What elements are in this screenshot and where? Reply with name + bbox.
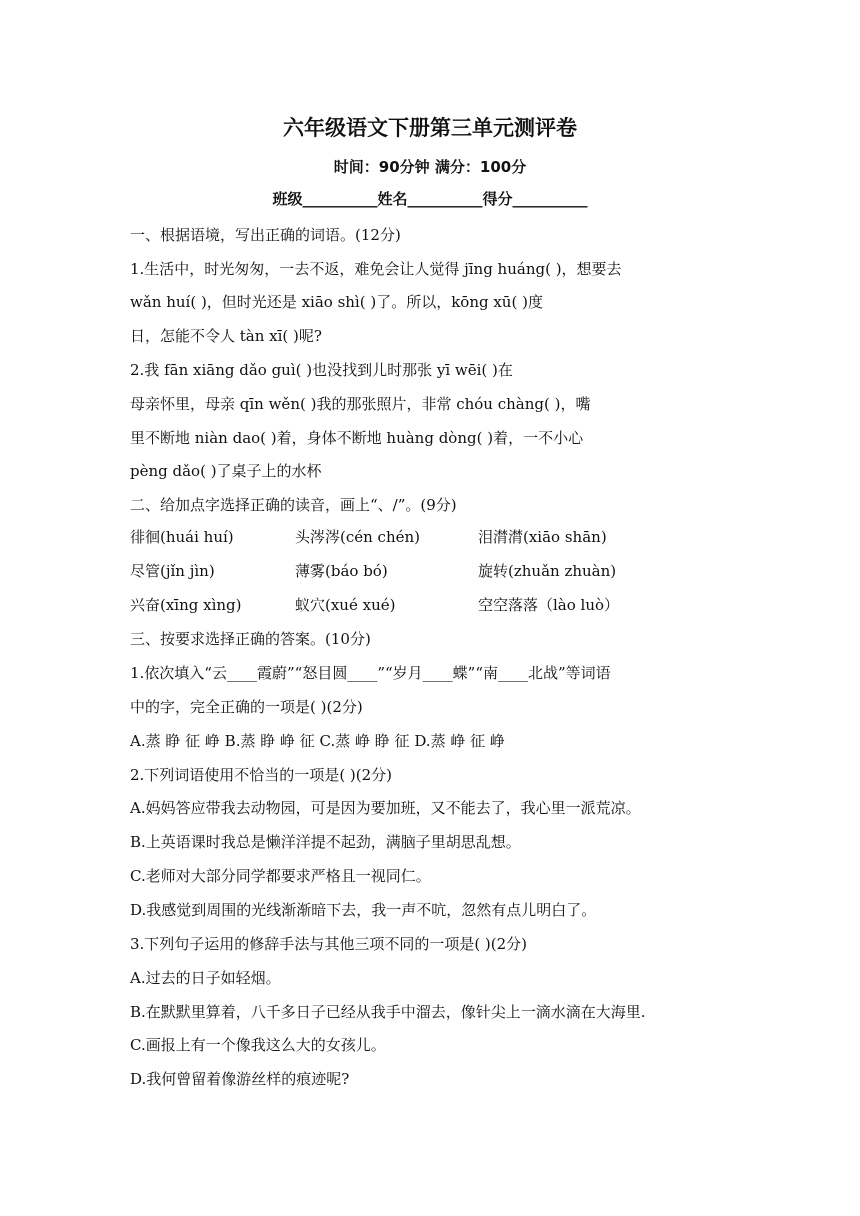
pinyin-choice: 薄雾(báo bó) xyxy=(295,562,388,580)
page-title: 六年级语文下册第三单元测评卷 xyxy=(283,116,577,140)
section1-line: wǎn huí( )，但时光还是 xiāo shì( )了。所以，kōng xū( )度 xyxy=(130,293,543,311)
section3-line: D.我感觉到周围的光线渐渐暗下去，我一声不吭，忽然有点儿明白了。 xyxy=(130,901,597,919)
section3-line: C.老师对大部分同学都要求严格且一视同仁。 xyxy=(130,867,431,885)
section3-line: A.蒸 睁 征 峥 B.蒸 睁 峥 征 C.蒸 峥 睁 征 D.蒸 峥 征 峥 xyxy=(130,732,505,750)
section3-line: 3.下列句子运用的修辞手法与其他三项不同的一项是( )(2分) xyxy=(130,935,528,953)
section3-line: 1.依次填入“云____霞蔚”“怒目圆____”“岁月____蝶”“南____北战”等词语 xyxy=(130,664,611,682)
pinyin-choice: 旋转(zhuǎn zhuàn) xyxy=(478,562,617,580)
section3-line: C.画报上有一个像我这么大的女孩儿。 xyxy=(130,1036,386,1054)
section1-line: 2.我 fān xiāng dǎo guì( )也没找到儿时那张 yī wēi( )在 xyxy=(130,361,513,379)
pinyin-choice: 头涔涔(cén chén) xyxy=(295,528,421,546)
pinyin-choice: 蚁穴(xué xué) xyxy=(295,596,396,614)
section3-line: D.我何曾留着像游丝样的痕迹呢? xyxy=(130,1070,350,1088)
student-info-line: 班级__________姓名__________得分__________ xyxy=(272,190,588,208)
section1-line: 里不断地 niàn dao( )着，身体不断地 huàng dòng( )着，一不小心 xyxy=(130,429,584,447)
pinyin-choice: 空空落落（lào luò） xyxy=(478,596,620,614)
section1-line: pèng dǎo( )了桌子上的水杯 xyxy=(130,462,322,480)
section3-line: B.在默默里算着，八千多日子已经从我手中溜去，像针尖上一滴水滴在大海里. xyxy=(130,1003,646,1021)
pinyin-choice: 尽管(jǐn jìn) xyxy=(130,562,215,580)
pinyin-choice: 泪潸潸(xiāo shān) xyxy=(478,528,607,546)
pinyin-choice: 兴奋(xīng xìng) xyxy=(130,596,242,614)
section3-line: 中的字，完全正确的一项是( )(2分) xyxy=(130,698,363,716)
section1-line: 日，怎能不令人 tàn xī( )呢? xyxy=(130,327,322,345)
section3-line: 2.下列词语使用不恰当的一项是( )(2分) xyxy=(130,766,393,784)
pinyin-choice: 徘徊(huái huí) xyxy=(130,528,234,546)
section1-heading: 一、根据语境，写出正确的词语。(12分) xyxy=(130,226,401,244)
exam-time-score: 时间：90分钟 满分：100分 xyxy=(333,158,527,176)
section3-heading: 三、按要求选择正确的答案。(10分) xyxy=(130,630,371,648)
section1-line: 1.生活中，时光匆匆，一去不返，难免会让人觉得 jīng huáng( )，想要去 xyxy=(130,260,622,278)
section1-line: 母亲怀里，母亲 qīn wěn( )我的那张照片，非常 chóu chàng( )，嘴 xyxy=(130,395,591,413)
section2-heading: 二、给加点字选择正确的读音，画上“、/”。(9分) xyxy=(130,496,457,514)
section3-line: B.上英语课时我总是懒洋洋提不起劲，满脑子里胡思乱想。 xyxy=(130,833,521,851)
section3-line: A.过去的日子如轻烟。 xyxy=(130,969,281,987)
section3-line: A.妈妈答应带我去动物园，可是因为要加班，又不能去了，我心里一派荒凉。 xyxy=(130,799,641,817)
